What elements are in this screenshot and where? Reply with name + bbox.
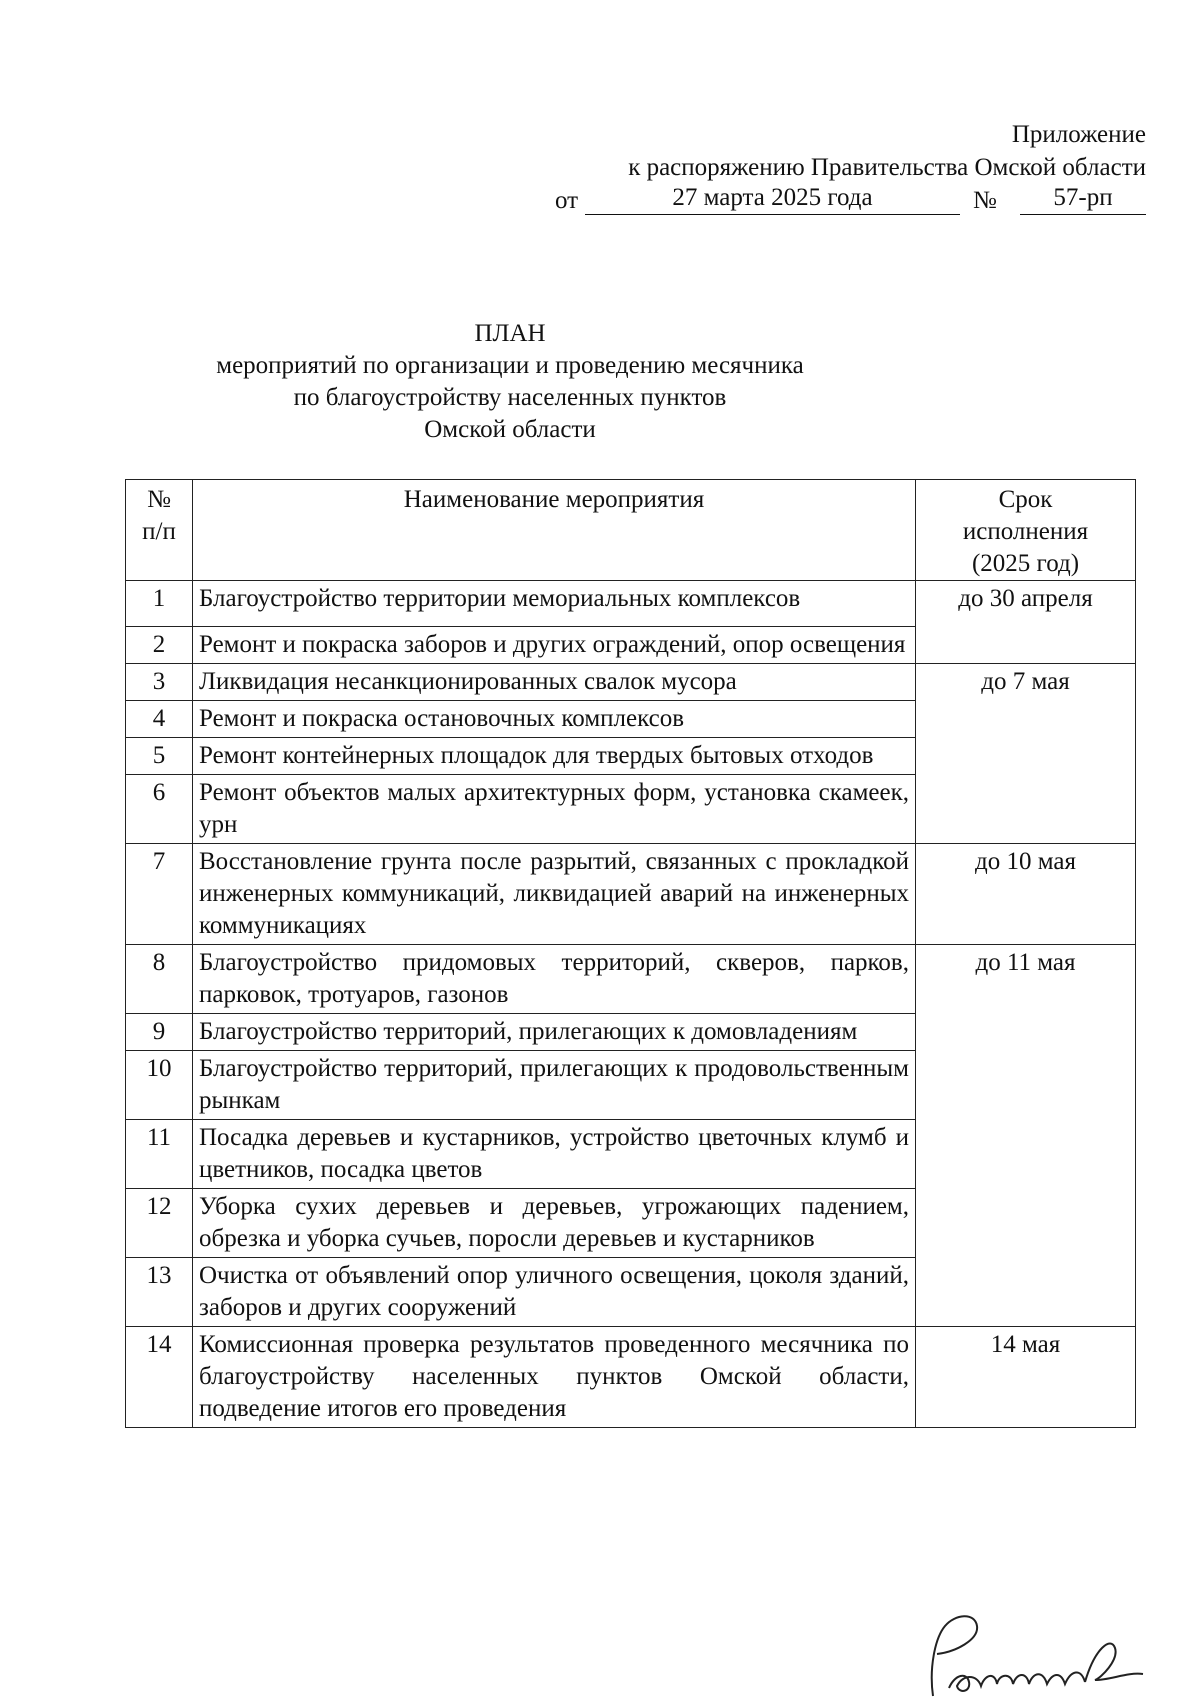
row-name: Ремонт и покраска остановочных комплексов xyxy=(193,701,916,738)
row-num: 9 xyxy=(126,1014,193,1051)
row-num: 5 xyxy=(126,738,193,775)
order-date: 27 марта 2025 года xyxy=(585,184,960,215)
row-name: Благоустройство территорий, прилегающих к продовольственным рынкам xyxy=(193,1051,916,1120)
row-name: Уборка сухих деревьев и деревьев, угрожающих падением, обрезка и уборка сучьев, поросли деревьев и кустарников xyxy=(193,1189,916,1258)
row-term: до 10 мая xyxy=(916,844,1136,945)
plan-subtitle-1: мероприятий по организации и проведению месячника xyxy=(216,352,804,379)
order-number: 57-рп xyxy=(1020,184,1146,215)
row-num: 1 xyxy=(126,581,193,627)
plan-table xyxy=(125,479,1136,1428)
row-name: Комиссионная проверка результатов проведенного месячника по благоустройству населенных пунктов Омской области, подведение итогов его проведения xyxy=(193,1327,916,1428)
plan-subtitle-2: по благоустройству населенных пунктов xyxy=(293,384,727,411)
row-term: до 7 мая xyxy=(916,664,1136,844)
header-term xyxy=(916,480,1136,581)
from-label: от xyxy=(555,187,579,214)
row-name: Ремонт контейнерных площадок для твердых бытовых отходов xyxy=(193,738,916,775)
table-header-row xyxy=(126,480,1136,581)
row-num: 11 xyxy=(126,1120,193,1189)
header-term-line3: (2025 год) xyxy=(971,550,1080,577)
row-name: Очистка от объявлений опор уличного освещения, цоколя зданий, заборов и других сооружений xyxy=(193,1258,916,1327)
row-num: 6 xyxy=(126,775,193,844)
order-date-line xyxy=(480,184,1146,218)
table-row xyxy=(126,664,1136,701)
header-name: Наименование мероприятия xyxy=(193,480,916,581)
plan-heading: ПЛАН xyxy=(474,320,546,347)
signature-drawing xyxy=(915,1608,1145,1697)
row-num: 8 xyxy=(126,945,193,1014)
plan-subtitle-3: Омской области xyxy=(424,416,596,443)
row-name: Ремонт объектов малых архитектурных форм, установка скамеек, урн xyxy=(193,775,916,844)
header-term-line2: исполнения xyxy=(962,518,1089,545)
handwritten-signature-icon xyxy=(915,1608,1145,1697)
row-term: 14 мая xyxy=(916,1327,1136,1428)
table-row xyxy=(126,945,1136,1014)
header-term-line1: Срок xyxy=(998,486,1053,513)
number-label: № xyxy=(973,187,997,214)
row-term: до 11 мая xyxy=(916,945,1136,1327)
appendix-header xyxy=(480,118,1146,218)
row-num: 4 xyxy=(126,701,193,738)
row-name: Восстановление грунта после разрытий, связанных с прокладкой инженерных коммуникаций, ликвидацией аварий на инженерных коммуникациях xyxy=(193,844,916,945)
header-num-line1: № xyxy=(147,486,171,513)
row-num: 14 xyxy=(126,1327,193,1428)
table-row xyxy=(126,1327,1136,1428)
appendix-title: Приложение xyxy=(1011,121,1146,148)
row-name: Ликвидация несанкционированных свалок мусора xyxy=(193,664,916,701)
row-num: 12 xyxy=(126,1189,193,1258)
header-num-line2: п/п xyxy=(142,518,176,545)
row-name: Благоустройство территории мемориальных комплексов xyxy=(193,581,916,627)
row-num: 2 xyxy=(126,627,193,664)
row-num: 13 xyxy=(126,1258,193,1327)
table-row xyxy=(126,581,1136,627)
appendix-order-ref: к распоряжению Правительства Омской области xyxy=(628,154,1146,181)
header-num xyxy=(126,480,193,581)
row-num: 7 xyxy=(126,844,193,945)
row-name: Посадка деревьев и кустарников, устройство цветочных клумб и цветников, посадка цветов xyxy=(193,1120,916,1189)
table-row xyxy=(126,844,1136,945)
plan-title xyxy=(180,318,840,446)
row-name: Ремонт и покраска заборов и других ограждений, опор освещения xyxy=(193,627,916,664)
row-num: 10 xyxy=(126,1051,193,1120)
row-name: Благоустройство придомовых территорий, скверов, парков, парковок, тротуаров, газонов xyxy=(193,945,916,1014)
row-num: 3 xyxy=(126,664,193,701)
row-name: Благоустройство территорий, прилегающих к домовладениям xyxy=(193,1014,916,1051)
row-term: до 30 апреля xyxy=(916,581,1136,664)
